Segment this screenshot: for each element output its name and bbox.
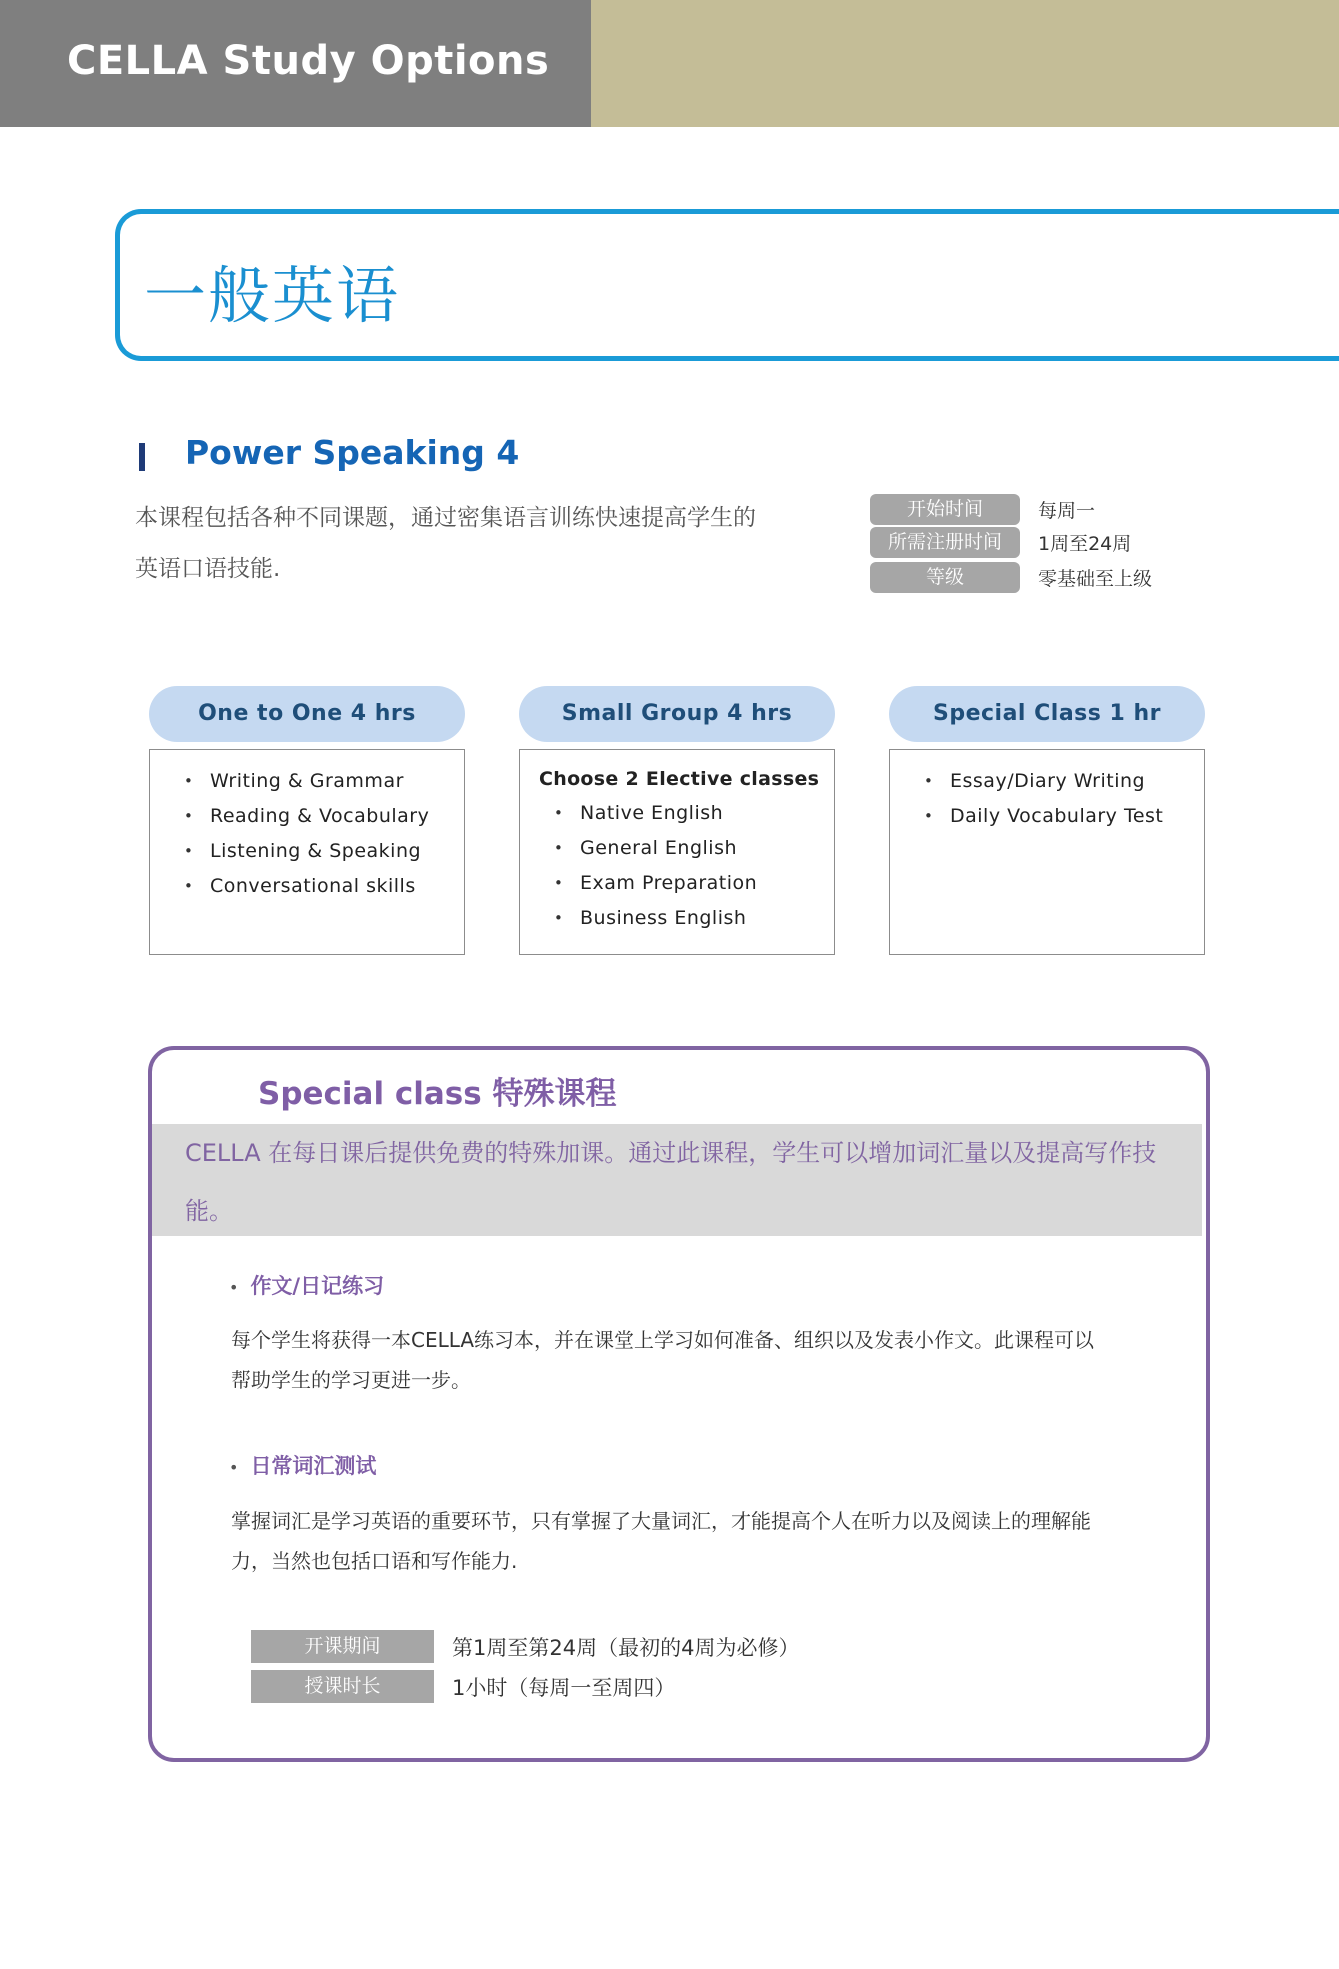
header-title: CELLA Study Options [67,38,550,84]
sub-heading-text: 日常词汇测试 [250,1454,377,1478]
course-box-special-class [889,749,1205,955]
course-box-small-group [519,749,835,955]
list-item: • Writing & Grammar [184,764,464,799]
section-title: Power Speaking 4 [185,433,520,472]
schedule-value: 1小时（每周一至周四） [452,1675,676,1700]
special-class-description: CELLA 在每日课后提供免费的特殊加课。通过此课程，学生可以增加词汇量以及提高写作技能。 [185,1139,1157,1225]
section-description: 本课程包括各种不同课题，通过密集语言训练快速提高学生的英语口语技能. [135,505,756,582]
list-item: • Reading & Vocabulary [184,799,464,834]
course-title-small-group: Small Group 4 hrs [519,686,835,742]
schedule-label: 开课期间 [251,1630,434,1663]
course-title-one-to-one: One to One 4 hrs [149,686,465,742]
schedule-label: 授课时长 [251,1670,434,1703]
info-value: 零基础至上级 [1038,568,1153,590]
header-khaki-block [591,0,1339,127]
sub-text-essay: 每个学生将获得一本CELLA练习本，并在课堂上学习如何准备、组织以及发表小作文。此课程可以帮助学生的学习更进一步。 [231,1328,1095,1392]
list-item: • General English [554,831,834,866]
sub-heading-text: 作文/日记练习 [250,1274,385,1298]
special-class-title: Special class 特殊课程 [258,1076,617,1112]
course-heading: Choose 2 Elective classes [539,768,820,790]
info-row-start [870,494,1095,525]
info-label: 等级 [870,562,1020,593]
list-item: • Conversational skills [184,869,464,904]
info-value: 1周至24周 [1038,533,1132,555]
bullet-dot: • [229,1458,239,1477]
list-item: • Listening & Speaking [184,834,464,869]
sub-heading-essay [229,1270,384,1300]
info-value: 每周一 [1038,500,1096,522]
schedule-row-hours [251,1670,675,1703]
list-item: • Exam Preparation [554,866,834,901]
sub-text-vocabulary: 掌握词汇是学习英语的重要环节，只有掌握了大量词汇，才能提高个人在听力以及阅读上的理解能力，当然也包括口语和写作能力. [231,1509,1091,1573]
course-list [890,750,1204,834]
list-item: • Daily Vocabulary Test [924,799,1204,834]
course-list [150,750,464,904]
bullet-dot: • [229,1278,239,1297]
schedule-row-period [251,1630,799,1663]
sub-heading-vocabulary [229,1450,376,1480]
main-title: 一般英语 [144,259,401,332]
course-title-special-class: Special Class 1 hr [889,686,1205,742]
info-label: 开始时间 [870,494,1020,525]
course-box-one-to-one [149,749,465,955]
schedule-value: 第1周至第24周（最初的4周为必修） [452,1635,800,1660]
info-label: 所需注册时间 [870,527,1020,558]
section-marker [139,443,145,471]
list-item: • Native English [554,796,834,831]
list-item: • Essay/Diary Writing [924,764,1204,799]
info-row-level [870,562,1152,593]
course-list [520,792,834,936]
list-item: • Business English [554,901,834,936]
info-row-duration [870,527,1131,558]
